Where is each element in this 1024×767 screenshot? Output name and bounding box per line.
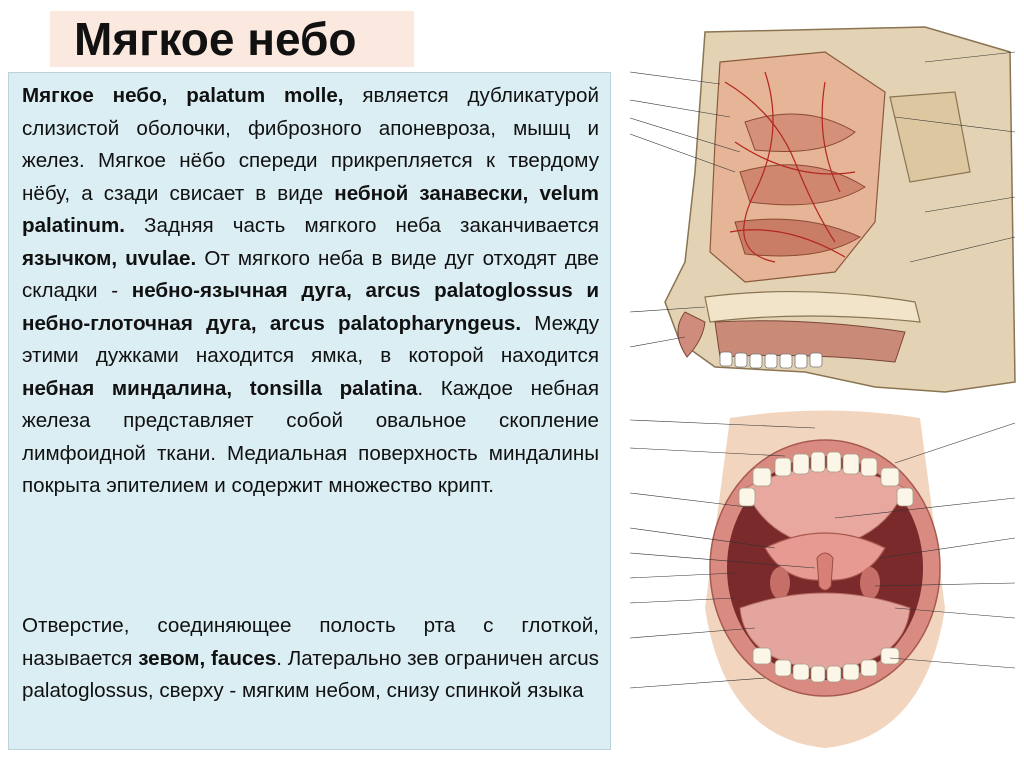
sagittal-section-illustration — [625, 22, 1020, 397]
text-run: Задняя часть мягкого неба заканчивается — [124, 214, 599, 237]
bold-term: небно-язычная дуга, arcus palatoglossus и небно-глоточная дуга, arcus palatopharyngeus. — [22, 279, 599, 335]
text-run: . Каждое небная железа представляет собой овальное скопление лимфоидной ткани. Медиальная поверхность миндалины покрыта эпителием и содержит множество крипт. — [22, 376, 599, 497]
text-run: Отверстие, соединяющее полость рта с глоткой, называется — [22, 614, 599, 670]
text-run: является дубликатурой слизистой оболочки, фиброзного апоневроза, мышц и желез. Мягкое нёбо спереди прикрепляется к твердому нёбу, а сзади свисает в виде — [22, 84, 600, 205]
bold-term: небной занавески, velum palatinum. — [22, 181, 599, 237]
text-run: Между этими дужками находится ямка, в которой находится — [22, 311, 599, 367]
bold-term: зевом, fauces — [138, 646, 277, 670]
slide-title: Мягкое небо — [74, 13, 357, 65]
paragraph-2 — [22, 610, 599, 708]
text-run: . Латерально зев ограничен arcus palatoglossus, сверху - мягким небом, снизу спинкой языка — [22, 646, 599, 702]
text-panel — [8, 72, 611, 750]
text-run: От мягкого неба в виде дуг отходят две складки - — [22, 246, 600, 302]
bold-term: Мягкое небо, palatum molle, — [22, 84, 344, 107]
paragraph-1 — [22, 80, 599, 503]
open-mouth-illustration — [625, 408, 1020, 748]
bold-term: язычком, uvulae. — [22, 246, 197, 270]
bold-term: небная миндалина, tonsilla palatina — [22, 376, 418, 400]
